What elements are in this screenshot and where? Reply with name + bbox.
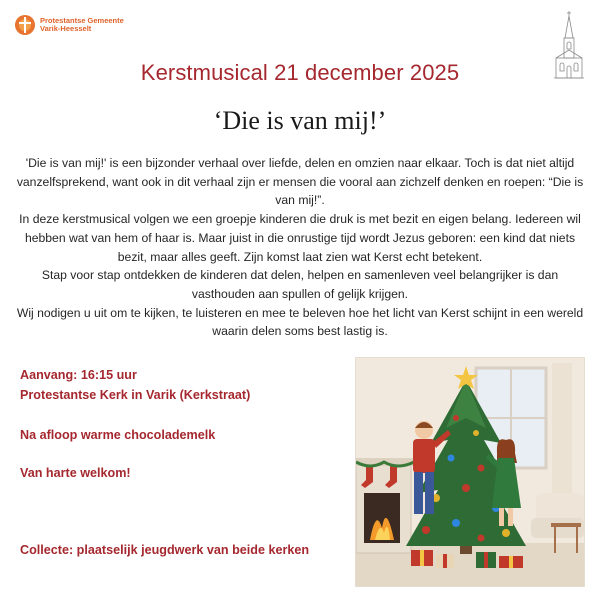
description-paragraph-4: Wij nodigen u uit om te kijken, te luisteren en mee te beleven hoe het licht van Kerst schijnt in een wereld waarin delen soms best lastig is.: [16, 305, 584, 339]
christmas-tree-scene: [356, 358, 584, 586]
after-event-note: Na afloop warme chocolademelk: [20, 428, 216, 442]
collection-text: Collecte: plaatselijk jeugdwerk van beide kerken: [20, 543, 310, 557]
description-paragraph-3: Stap voor stap ontdekken de kinderen dat delen, helpen en samenleven veel belangrijker is dan vasthouden aan spullen of gelijk krijgen.: [41, 268, 559, 301]
christmas-illustration: [356, 358, 584, 586]
description-paragraph-2: In deze kerstmusical volgen we een groepje kinderen die druk is met bezit en eigen belang. Iedereen wil hebben wat van hem of haar is. Maar juist in die onrustige tijd wordt Jezus geboren: een kind dat niets bezit, maar alles geeft. Zijn komst laat zien wat Kerst echt betekent.: [19, 212, 581, 264]
start-time: Aanvang: 16:15 uur: [20, 368, 137, 382]
page-title: Kerstmusical 21 december 2025: [140, 60, 460, 85]
description-paragraph-1: 'Die is van mij!' is een bijzonder verhaal over liefde, delen en omzien naar elkaar. Toch is dat niet altijd vanzelfsprekend, want ook in dit verhaal zijn er mensen die vooral aan zichzelf denken en roepen: “Die is van mij!”.: [16, 156, 584, 208]
description-text: [14, 154, 586, 341]
welcome-text: Van harte welkom!: [20, 466, 131, 480]
church-logo: [14, 14, 124, 36]
logo-text: [40, 17, 124, 34]
church-logo-icon: [14, 14, 36, 36]
musical-subtitle: ‘Die is van mij!’: [213, 106, 387, 135]
logo-line-2: Varik-Heesselt: [40, 24, 92, 33]
location: Protestantse Kerk in Varik (Kerkstraat): [20, 388, 251, 402]
logo-line-1: Protestantse Gemeente: [40, 15, 124, 25]
